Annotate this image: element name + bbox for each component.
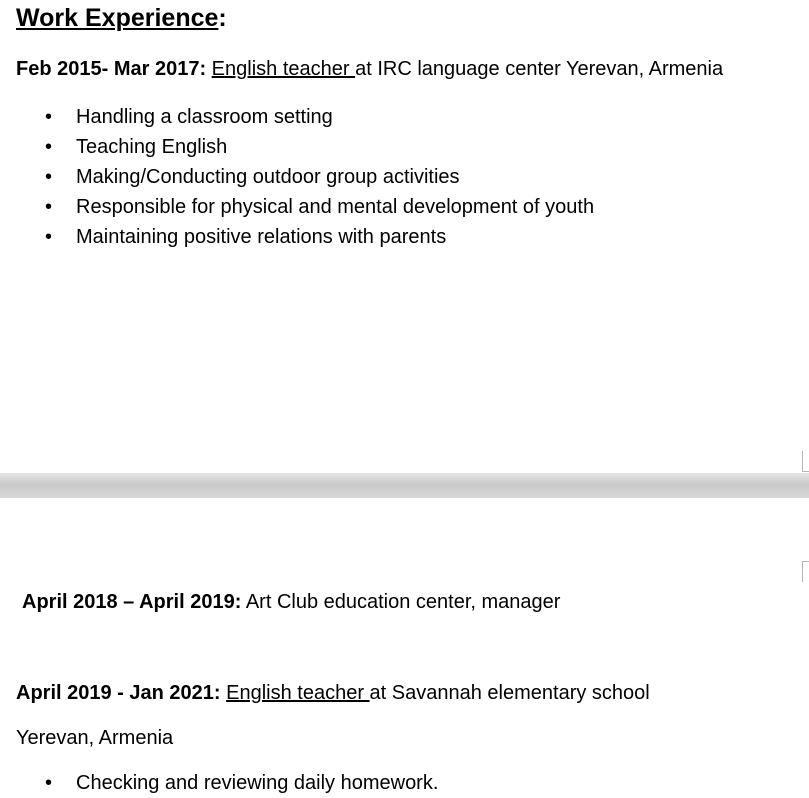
job-line-2 [22,591,560,614]
job-duties-list-1 [0,102,594,252]
list-item: • Teaching English [0,132,594,162]
job-details: at IRC language center Yerevan, Armenia [355,58,724,80]
heading-text: Work Experience [16,4,219,32]
list-item: • Checking and reviewing daily homework. [0,768,438,798]
job-role: English teacher [226,682,370,704]
page-break-gap [0,473,809,498]
page-corner-marker [802,561,809,582]
job-dates: April 2018 – April 2019: [22,591,242,613]
heading-colon: : [218,4,227,32]
section-heading [16,4,227,33]
job-line-1 [16,58,723,81]
job-details: Art Club education center, manager [245,591,561,613]
job-dates: Feb 2015- Mar 2017: [16,58,207,80]
page-corner-marker [802,451,809,472]
job-line-3 [16,682,650,705]
list-item: • Responsible for physical and mental development of youth [0,192,594,222]
job-dates: April 2019 - Jan 2021: [16,682,221,704]
list-item: • Making/Conducting outdoor group activities [0,162,594,192]
job-role: English teacher [211,58,356,80]
job-location: Yerevan, Armenia [16,727,174,749]
list-item: • Handling a classroom setting [0,102,594,132]
job-duties-list-3 [0,768,438,798]
list-item: • Maintaining positive relations with parents [0,222,594,252]
job-details: at Savannah elementary school [369,682,650,704]
